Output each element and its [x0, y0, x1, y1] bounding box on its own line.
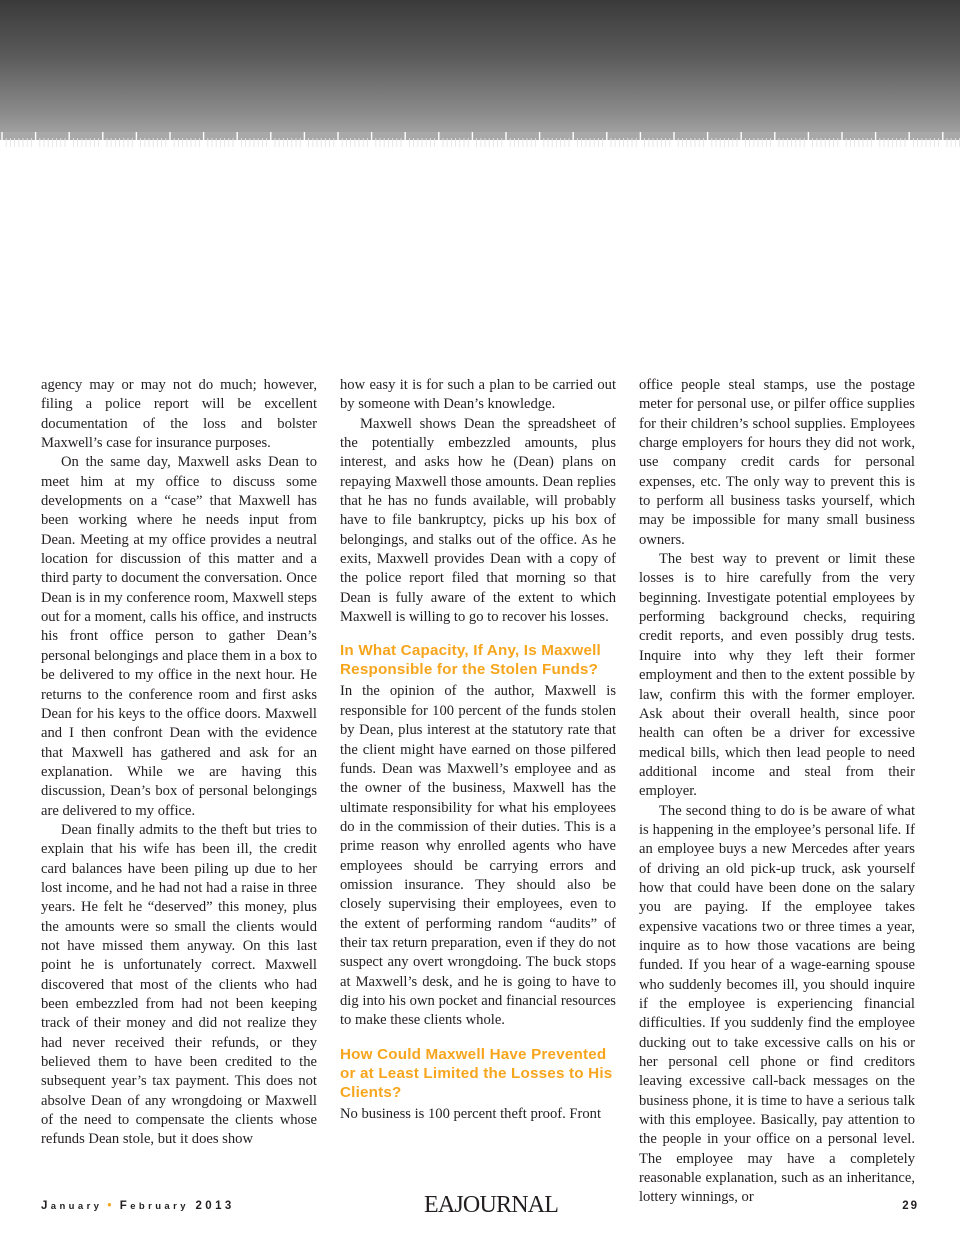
column-3 [639, 376, 915, 1208]
paragraph: agency may or may not do much; however, filing a police report will be excellent documentation of the loss and bolster Maxwell’s case for insurance purposes. [41, 377, 317, 452]
page-number: 29 [902, 1200, 919, 1212]
paragraph: Maxwell shows Dean the spreadsheet of the potentially embezzled amounts, plus interest, and asks how he (Dean) plans on repaying Maxwell those amounts. Dean replies that he has no funds available, will probably have to file bankruptcy, picks up his box of belongings, and stalks out of the office. As he exits, Maxwell provides Dean with a copy of the police report filed that morning so that Dean is fully aware of the extent to which Maxwell is willing to go to recover his losses. [340, 415, 616, 626]
paragraph: In the opinion of the author, Maxwell is responsible for 100 percent of the funds stolen by Dean, plus interest at the statutory rate that the client might have earned on those pilfered funds. Dean was Maxwell’s employee and as the owner of the business, Maxwell has the ultimate responsibility for what his employees do in the commission of their duties. This is a prime reason why enrolled agents who have employees should be carrying errors and omission insurance. They should also be closely supervising their employees, even to the extent of performing random “audits” of their tax return preparation, even if they do not suspect any overt wrongdoing. The buck stops at Maxwell’s desk, and he is going to have to dig into his own pocket and financial resources to make these clients whole. [340, 683, 616, 1029]
paragraph: office people steal stamps, use the postage meter for personal use, or pilfer office supplies for their children’s school supplies. Employees charge employers for hours they did not work, use company credit cards for personal expenses, etc. The only way to prevent this is to perform all business tasks yourself, which may be impossible for many small business owners. [639, 377, 915, 548]
ruler-decoration [0, 132, 960, 148]
date-month1-initial: J [41, 1200, 51, 1212]
header-banner [0, 0, 960, 140]
paragraph: The second thing to do is be aware of what is happening in the employee’s personal life. If an employee buys a new Mercedes after years of driving an old pick-up truck, ask yourself how that could have been done on the salary you are paying. If the employee takes expensive vacations two or three times a year, inquire as to how those vacations are being funded. If you hear of a wage-earning spouse who suddenly becomes ill, you should inquire if the employee is experiencing financial difficulties. If you suddenly find the employee ducking out to take excessive calls on his or her personal cell phone or find creditors leaving excessive call-back messages on the business phone, it is time to have a serious talk with this employee. Basically, pay attention to the people in your office on a personal level. The employee may have a completely reasonable explanation, such as an inheritance, lottery winnings, or [639, 802, 915, 1206]
paragraph: how easy it is for such a plan to be carried out by someone with Dean’s knowledge. [340, 377, 616, 413]
section-heading: How Could Maxwell Have Prevented or at Least Limited the Losses to His Clients? [340, 1045, 613, 1101]
journal-logo: EAJOURNAL [424, 1192, 559, 1218]
column-1 [41, 376, 317, 1150]
issue-date [41, 1200, 235, 1212]
date-month1-rest: anuary [50, 1201, 103, 1212]
paragraph: The best way to prevent or limit these losses is to hire carefully from the very beginning. Investigate potential employees by performing background checks, requiring credit reports, and even possibly drug tests. Inquire into why they left their former employment and then to the extent possible by law, confirm this with the former employer. Ask about their overall health, since poor health can often be a driver for excessive medical bills, which then lead people to need additional income and steal from their employer. [639, 551, 915, 800]
paragraph: Dean finally admits to the theft but tries to explain that his wife has been ill, the credit card balances have been piling up due to her lost income, and he had not had a raise in three years. He felt he “deserved” this money, plus the amounts were so small the clients would not have missed them anyway. On this last point he is unfortunately correct. Maxwell discovered that most of the clients who had been embezzled from had not been keeping track of their money and did not realize they had never received their refunds, or they believed them to have been credited to the subsequent year’s tax payment. This does not absolve Dean of any wrongdoing or Maxwell of the need to compensate the clients whose refunds Dean stole, but it does show [41, 821, 317, 1148]
section-heading: In What Capacity, If Any, Is Maxwell Responsible for the Stolen Funds? [340, 642, 601, 679]
date-month2-initial: F [119, 1200, 131, 1212]
page-footer [0, 1192, 960, 1222]
column-2 [340, 376, 616, 1124]
paragraph: On the same day, Maxwell asks Dean to meet him at my office to discuss some developments on a “case” that Maxwell has been working where he needs input from Dean. Meeting at my office provides a neutral location for discussion of this matter and a third party to document the conversation. Once Dean is in my conference room, Maxwell steps out for a moment, calls his office, and instructs his front office person to gather Dean’s personal belongings and place them in a box to be delivered to my office in the next hour. He returns to the conference room and first asks Dean for his keys to the office doors. Maxwell and I then confront Dean with the evidence that Maxwell has gathered and ask for an explanation. While we are having this discussion, Dean’s box of personal belongings are delivered to my office. [41, 454, 317, 819]
date-separator: • [107, 1200, 115, 1212]
paragraph: No business is 100 percent theft proof. Front [340, 1105, 602, 1122]
date-year: 2013 [195, 1200, 235, 1212]
date-month2-rest: ebruary [130, 1201, 189, 1212]
